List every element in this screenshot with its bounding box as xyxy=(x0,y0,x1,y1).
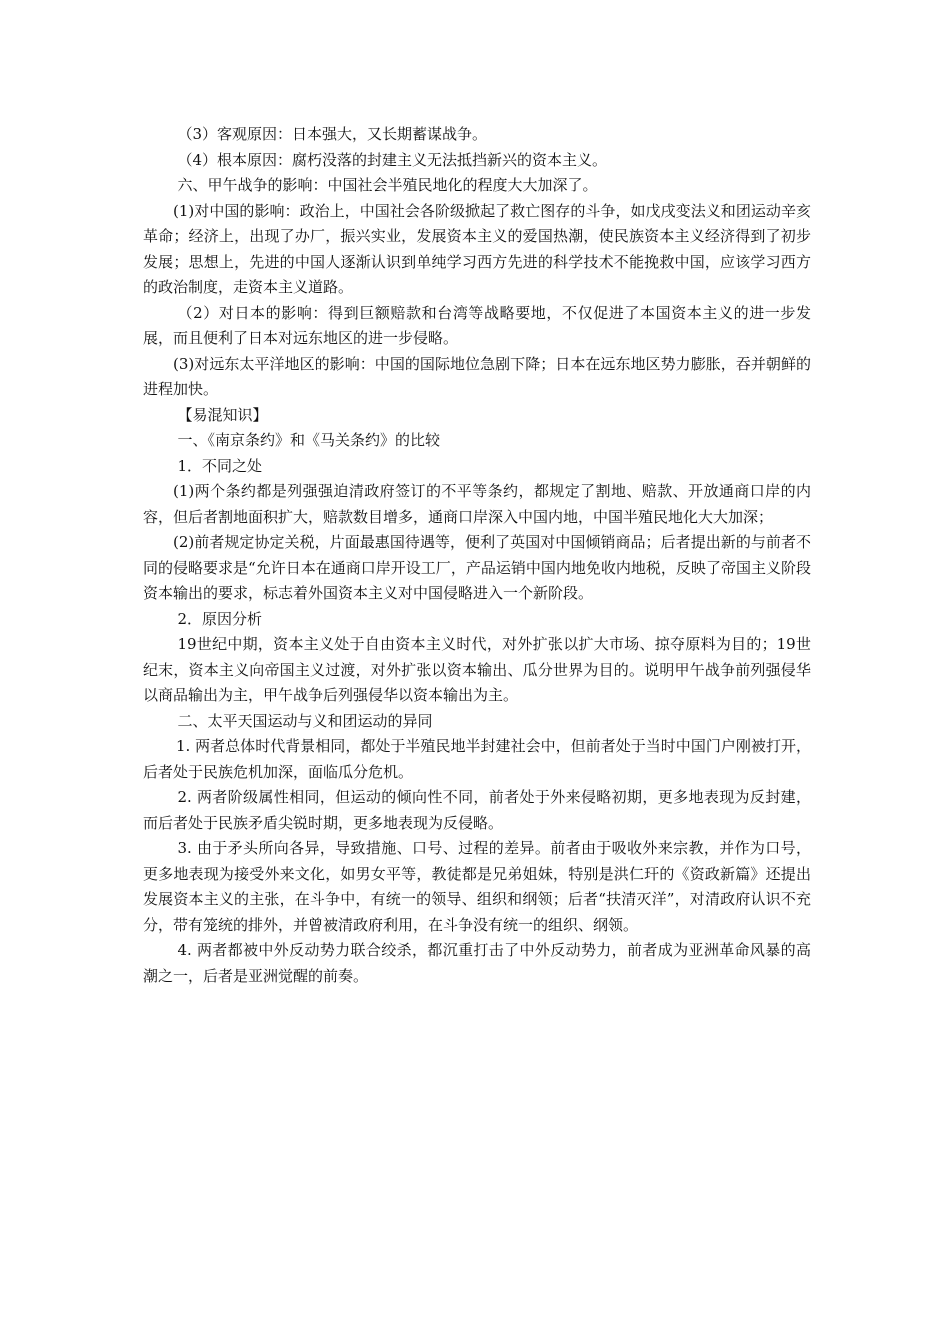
cause-fundamental: （4）根本原因：腐朽没落的封建主义无法抵挡新兴的资本主义。 xyxy=(177,150,608,169)
cause-analysis-text: 19世纪中期，资本主义处于自由资本主义时代，对外扩张以扩大市场、掠夺原料为目的；19世纪末，资本主义向帝国主义过渡，对外扩张以资本输出、瓜分世界为目的。说明甲午战争前列强侵华以商品输出为主，甲午战争后列强侵华以资本输出为主。 xyxy=(143,635,811,704)
cause-objective: （3）客观原因：日本强大，又长期蓄谋战争。 xyxy=(177,125,488,143)
difference-1: (1)两个条约都是列强强迫清政府签订的不平等条约，都规定了割地、赔款、开放通商口岸的内容，但后者割地面积扩大，赔款数目增多，通商口岸深入中国内地，中国半殖民地化大大加深； xyxy=(143,482,811,526)
impact-japan: （2）对日本的影响：得到巨额赔款和台湾等战略要地，不仅促进了本国资本主义的进一步发展，而且便利了日本对远东地区的进一步侵略。 xyxy=(143,303,811,347)
movement-comparison-heading: 二、太平天国运动与义和团运动的异同 xyxy=(177,711,433,730)
impact-china: (1)对中国的影响：政治上，中国社会各阶级掀起了救亡图存的斗争，如戊戌变法义和团运动辛亥革命；经济上，出现了办厂，振兴实业，发展资本主义的爱国热潮，使民族资本主义经济得到了初步发展；思想上，先进的中国人逐渐认识到单纯学习西方先进的科学技术不能挽救中国，应该学习西方的政治制度，走资本主义道路。 xyxy=(143,201,811,296)
differences-heading: 1．不同之处 xyxy=(177,456,263,475)
comparison-point-3: 3. 由于矛头所向各异，导致措施、口号、过程的差异。前者由于吸收外来宗教，并作为口号，更多地表现为接受外来文化，如男女平等，教徒都是兄弟姐妹，特别是洪仁玕的《资政新篇》还提出发展资本主义的主张，在斗争中，有统一的领导、组织和纲领；后者“扶清灭洋”，对清政府认识不充分，带有笼统的排外，并曾被清政府利用，在斗争没有统一的组织、纲领。 xyxy=(143,839,811,934)
comparison-point-4: 4. 两者都被中外反动势力联合绞杀，都沉重打击了中外反动势力，前者成为亚洲革命风暴的高潮之一，后者是亚洲觉醒的前奏。 xyxy=(143,941,811,985)
impact-far-east: (3)对远东太平洋地区的影响：中国的国际地位急剧下降；日本在远东地区势力膨胀，吞并朝鲜的进程加快。 xyxy=(143,354,811,398)
section-heading-impact: 六、甲午战争的影响：中国社会半殖民地化的程度大大加深了。 xyxy=(177,176,598,194)
comparison-point-1: 1. 两者总体时代背景相同，都处于半殖民地半封建社会中，但前者处于当时中国门户刚被打开，后者处于民族危机加深，面临瓜分危机。 xyxy=(143,737,811,781)
cause-analysis-heading: 2．原因分析 xyxy=(177,609,263,628)
confusing-knowledge-heading: 【易混知识】 xyxy=(177,405,268,424)
treaty-comparison-heading: 一、《南京条约》和《马关条约》的比较 xyxy=(177,431,441,449)
document-body xyxy=(143,122,811,989)
comparison-point-2: 2. 两者阶级属性相同，但运动的倾向性不同，前者处于外来侵略初期，更多地表现为反封建，而后者处于民族矛盾尖锐时期，更多地表现为反侵略。 xyxy=(143,788,811,832)
difference-2: (2)前者规定协定关税，片面最惠国待遇等，便利了英国对中国倾销商品；后者提出新的与前者不同的侵略要求是“允许日本在通商口岸开设工厂，产品运销中国内地免收内地税，反映了帝国主义阶段资本输出的要求，标志着外国资本主义对中国侵略进入一个新阶段。 xyxy=(143,533,811,602)
